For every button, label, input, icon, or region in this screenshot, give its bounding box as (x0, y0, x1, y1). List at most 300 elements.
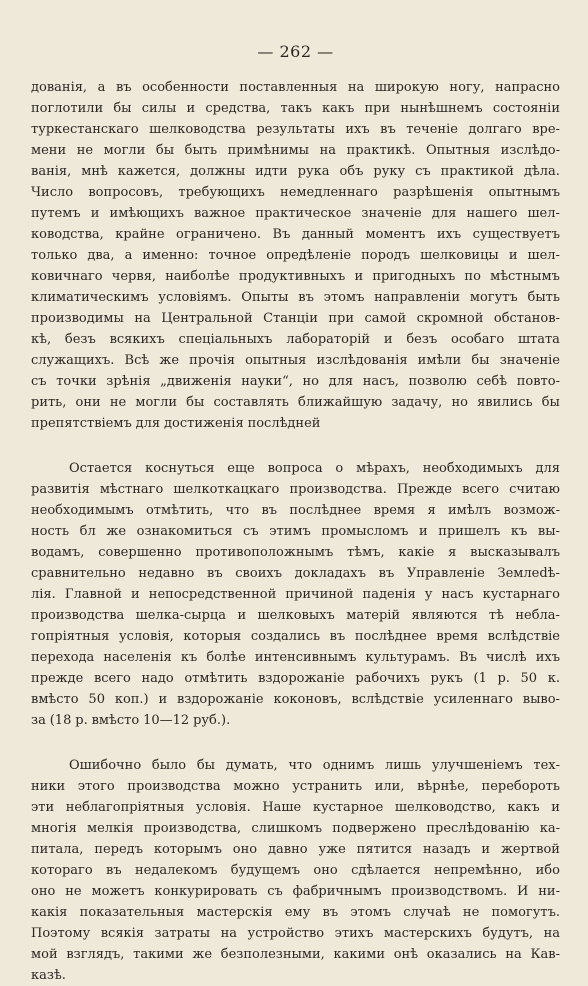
word: мѣрахъ, (356, 461, 410, 476)
text-line (31, 413, 560, 434)
word: Въ (459, 650, 477, 665)
text-line (31, 77, 560, 98)
text-line (31, 119, 560, 140)
word: же (106, 524, 127, 539)
text-line (31, 245, 560, 266)
word: время (373, 503, 416, 518)
word: нашего (466, 206, 518, 221)
word: служащихъ. (31, 353, 115, 368)
word: ковичнаго (31, 269, 103, 284)
word: съ (31, 374, 47, 389)
word: коп.) (114, 692, 149, 707)
word: кустарнаго (482, 587, 560, 602)
word: шелкоткацкаго (173, 482, 280, 497)
word: быть (527, 290, 560, 305)
word: какъ (507, 800, 540, 815)
word: рука (297, 164, 330, 179)
word: казѣ. (31, 968, 66, 983)
word: самой (364, 311, 407, 326)
word: препятствіемъ (31, 416, 132, 431)
word: случаѣ (403, 905, 451, 920)
word: поглотили (31, 101, 104, 116)
word: мастерскихъ (383, 926, 472, 941)
word: „движенія (160, 374, 232, 389)
word: на (505, 947, 522, 962)
paragraph-gap (31, 731, 560, 755)
word: шелковыхъ (257, 608, 335, 623)
word: данный (301, 227, 354, 242)
word: безъ (406, 332, 438, 347)
word: тѣ (488, 608, 504, 623)
word: устройство (247, 926, 325, 941)
word: значеніе (499, 353, 560, 368)
word: перехода (31, 650, 95, 665)
word: нынѣшнемъ (400, 101, 483, 116)
word: и (90, 206, 100, 221)
word: интенсивнымъ (254, 650, 357, 665)
word: что (288, 758, 313, 773)
word: значеніе (361, 206, 422, 221)
text-line (31, 710, 560, 731)
word: вздорожаніе (177, 692, 264, 707)
word: прочія (189, 353, 235, 368)
word: Въ (272, 227, 291, 242)
word: практикѣ. (346, 143, 416, 158)
word: к. (547, 671, 560, 686)
word: ногу, (449, 80, 485, 95)
word: 50 (520, 671, 538, 686)
word: въ (115, 80, 132, 95)
word: ни- (538, 884, 560, 899)
word: шелководства (149, 122, 246, 137)
word: причиной (285, 587, 354, 602)
word: обстанов- (493, 311, 560, 326)
word: же (192, 947, 213, 962)
word: было (151, 758, 187, 773)
text-line (31, 797, 560, 818)
word: при (364, 101, 391, 116)
word: Землеdѣ- (497, 566, 560, 581)
word: послѣдней (247, 416, 321, 431)
word: для (431, 206, 457, 221)
word: на (319, 143, 337, 158)
word: бы (471, 353, 490, 368)
word: разрѣшенія (393, 185, 474, 200)
word: шелка-сырца (135, 608, 227, 623)
word: пригодныхъ (372, 269, 456, 284)
word: коснуться (145, 461, 215, 476)
word: не (65, 884, 82, 899)
word: могутъ (469, 290, 518, 305)
word: существуетъ (472, 227, 560, 242)
word: производствомъ. (391, 884, 508, 899)
word: болѣе (206, 650, 246, 665)
word: непосредственной (148, 587, 277, 602)
word: наиболѣе (165, 269, 230, 284)
word: пришелъ (438, 524, 501, 539)
word: въ (378, 566, 395, 581)
word: всякія (100, 926, 145, 941)
word: вре- (532, 122, 560, 137)
word: съ (267, 884, 283, 899)
word: вопросовъ, (88, 185, 164, 200)
word: примѣнимы (227, 143, 310, 158)
word: многія (31, 821, 77, 836)
text-line (31, 668, 560, 689)
word: моментъ (365, 227, 426, 242)
word: для (328, 374, 354, 389)
word: условіямъ. (158, 290, 232, 305)
word: могли (135, 395, 178, 410)
word: о (335, 461, 344, 476)
word: за (31, 713, 46, 728)
word: на (347, 80, 365, 95)
word: только (31, 248, 78, 263)
word: прежде (31, 671, 84, 686)
word: населенія (103, 650, 172, 665)
word: долгаго (468, 122, 522, 137)
word: для (135, 416, 161, 431)
word: руб.). (193, 713, 231, 728)
word: достиженія (164, 416, 244, 431)
text-line (31, 161, 560, 182)
word: производства. (289, 482, 387, 497)
word: устранить (292, 779, 363, 794)
word: къ (510, 524, 528, 539)
text-line (31, 944, 560, 965)
word: теченіе (406, 122, 458, 137)
word: создались (250, 629, 321, 644)
word: условія, (118, 629, 174, 644)
word: вздорожаніе (258, 671, 345, 686)
word: на (220, 926, 238, 941)
word: будущемъ (230, 863, 301, 878)
paragraph-gap (31, 434, 560, 458)
word: оно (31, 884, 56, 899)
word: дованія, (31, 80, 88, 95)
word: рить, (31, 395, 67, 410)
word: лишь (385, 758, 422, 773)
word: Станціи (263, 311, 318, 326)
word: а (124, 248, 133, 263)
word: ники (31, 779, 66, 794)
word: мастерскія (196, 905, 273, 920)
text-line (31, 521, 560, 542)
word: передъ (94, 842, 143, 857)
word: подвержено (332, 821, 417, 836)
word: и (508, 248, 518, 263)
word: непремѣнно, (433, 863, 523, 878)
word: р. (497, 671, 510, 686)
word: противоположнымъ (195, 545, 334, 560)
word: силы (141, 101, 177, 116)
word: водамъ, (31, 545, 85, 560)
text-line (31, 647, 560, 668)
word: тѣмъ, (347, 545, 385, 560)
word: докладахъ (294, 566, 366, 581)
word: являются (411, 608, 478, 623)
text-line (31, 458, 560, 479)
word: Главной (64, 587, 122, 602)
word: преслѣдованію (426, 821, 530, 836)
word: опредѣленіе (266, 248, 352, 263)
word: породъ (361, 248, 411, 263)
word: (1 (473, 671, 487, 686)
word: ихъ (345, 122, 370, 137)
text-line (31, 266, 560, 287)
word: въ (207, 566, 223, 581)
word: коконовъ, (273, 692, 342, 707)
word: производства (127, 779, 221, 794)
word: состояніи (492, 101, 560, 116)
word: какіе (398, 545, 435, 560)
paragraph (31, 755, 560, 986)
word: мелкія (86, 821, 134, 836)
word: климатическимъ (31, 290, 149, 305)
word: Кав- (530, 947, 560, 962)
text-line (31, 860, 560, 881)
word: Остается (69, 461, 133, 476)
word: туркестанскаго (31, 122, 139, 137)
word: должны (190, 164, 246, 179)
word: вмѣсто (91, 713, 140, 728)
text-line (31, 881, 560, 902)
word: я (427, 503, 436, 518)
word: вслѣдствіе (487, 629, 560, 644)
word: требующихъ (178, 185, 265, 200)
word: взглядъ, (66, 947, 125, 962)
word: не (109, 395, 127, 410)
word: давно (268, 842, 308, 857)
word: зрѣнія (106, 374, 151, 389)
word: скромной (416, 311, 484, 326)
word: лабораторій (286, 332, 371, 347)
word: кажется, (117, 164, 181, 179)
word: въ (298, 290, 314, 305)
word: считаю (509, 482, 560, 497)
word: позволю (408, 374, 467, 389)
text-line (31, 776, 560, 797)
word: именно: (142, 248, 199, 263)
text-line (31, 542, 560, 563)
word: производства (31, 608, 125, 623)
text-line (31, 140, 560, 161)
text-line (31, 203, 560, 224)
word: рабочихъ (355, 671, 420, 686)
word: Прежде (396, 482, 452, 497)
word: сдѣлается (351, 863, 421, 878)
word: какими (333, 947, 385, 962)
word: совершенно (98, 545, 182, 560)
word: ихъ (535, 650, 560, 665)
word: особаго (451, 332, 505, 347)
word: червя, (111, 269, 157, 284)
word: необходимыхъ (422, 461, 523, 476)
word: такъ (280, 101, 312, 116)
word: особенности (142, 80, 229, 95)
word: ознакомиться (136, 524, 233, 539)
word: для (535, 461, 560, 476)
word: имѣющихъ (109, 206, 184, 221)
word: результаты (256, 122, 335, 137)
word: какія (31, 905, 68, 920)
word: напрасно (495, 80, 560, 95)
word: этомъ (323, 290, 365, 305)
word: затраты (154, 926, 211, 941)
word: важное (193, 206, 246, 221)
word: идти (255, 164, 288, 179)
text-line (31, 563, 560, 584)
word: ванія, (31, 164, 72, 179)
text-line (31, 479, 560, 500)
word: Опыты (241, 290, 289, 305)
word: не (76, 143, 94, 158)
word: можно (233, 779, 280, 794)
word: недалекомъ (135, 863, 218, 878)
word: онѣ (393, 947, 419, 962)
text-line (31, 839, 560, 860)
word: мѣстнаго (99, 482, 164, 497)
word: ближайшую (298, 395, 383, 410)
word: ка- (539, 821, 560, 836)
word: еще (227, 461, 255, 476)
word: 50 (88, 692, 105, 707)
word: и (383, 332, 393, 347)
word: мени (31, 143, 67, 158)
word: бы (113, 101, 132, 116)
word: эти (31, 800, 55, 815)
word: а (97, 80, 106, 95)
word: необходимымъ (31, 503, 134, 518)
word: Управленіе (406, 566, 485, 581)
word: себѣ (476, 374, 508, 389)
word: я (448, 545, 457, 560)
word: лія. (31, 587, 56, 602)
word: (18 (49, 713, 72, 728)
word: перебороть (481, 779, 560, 794)
word: вѣрнѣе, (417, 779, 469, 794)
word: 10—12 (143, 713, 190, 728)
text-line (31, 755, 560, 776)
word: же (159, 353, 180, 368)
word: продуктивныхъ (238, 269, 346, 284)
word: ибо (535, 863, 560, 878)
word: слишкомъ (251, 821, 322, 836)
word: неблагопріятныя (65, 800, 185, 815)
word: вмѣсто (31, 692, 79, 707)
text-line (31, 923, 560, 944)
word: ограничено. (176, 227, 261, 242)
word: фабричнымъ (292, 884, 382, 899)
word: въ (322, 905, 339, 920)
word: не (462, 905, 480, 920)
word: и (551, 800, 560, 815)
text-line (31, 626, 560, 647)
word: Центральной (161, 311, 253, 326)
word: культурамъ. (365, 650, 451, 665)
word: науки“, (241, 374, 293, 389)
word: задачу, (391, 395, 443, 410)
word: ихъ (436, 227, 462, 242)
word: усиленнаго (433, 692, 513, 707)
word: опытнымъ (488, 185, 560, 200)
word: имѣлъ (448, 503, 492, 518)
word: средства, (205, 101, 271, 116)
word: изслѣдо- (500, 143, 560, 158)
word: и (186, 101, 196, 116)
word: практикой (440, 164, 514, 179)
word: шел- (527, 248, 560, 263)
word: у (424, 587, 433, 602)
word: будутъ, (482, 926, 534, 941)
word: всего (462, 482, 500, 497)
word: показательныя (79, 905, 185, 920)
word: мнѣ (81, 164, 108, 179)
word: кѣ, (31, 332, 52, 347)
word: шел- (527, 206, 560, 221)
word: вы- (537, 524, 560, 539)
word: бы (186, 395, 205, 410)
word: своихъ (235, 566, 282, 581)
word: бл (79, 524, 96, 539)
word: въ (106, 863, 122, 878)
word: точное (208, 248, 257, 263)
word: Опытныя (425, 143, 491, 158)
word: назадъ (422, 842, 471, 857)
body-text (31, 77, 560, 986)
text-line (31, 182, 560, 203)
word: руку (373, 164, 406, 179)
word: и (419, 524, 428, 539)
word: Число (31, 185, 74, 200)
word: отмѣтить, (145, 503, 214, 518)
word: они (75, 395, 101, 410)
word: шелководство, (394, 800, 496, 815)
word: безъ (64, 332, 96, 347)
text-line (31, 689, 560, 710)
text-line (31, 371, 560, 392)
word: или, (374, 779, 405, 794)
word: можетъ (91, 884, 145, 899)
word: надо (141, 671, 174, 686)
word: имѣли (417, 353, 462, 368)
word: и (131, 587, 140, 602)
word: Поэтому (31, 926, 91, 941)
word: которымъ (153, 842, 222, 857)
word: при (328, 311, 354, 326)
word: пятится (356, 842, 413, 857)
word: оказались (426, 947, 497, 962)
word: мой (31, 947, 58, 962)
word: отмѣтить (184, 671, 248, 686)
word: время (436, 629, 479, 644)
word: высказывалъ (470, 545, 560, 560)
word: два, (87, 248, 115, 263)
word: Всѣ (124, 353, 150, 368)
word: думать, (225, 758, 278, 773)
text-line (31, 584, 560, 605)
word: къ (180, 650, 198, 665)
word: направленіи (374, 290, 461, 305)
word: ность (31, 524, 70, 539)
text-line (31, 224, 560, 245)
word: немедленнаго (280, 185, 378, 200)
word: выво- (522, 692, 560, 707)
word: но (302, 374, 319, 389)
text-line (31, 287, 560, 308)
word: съ (243, 524, 259, 539)
word: изслѣдованія (316, 353, 408, 368)
